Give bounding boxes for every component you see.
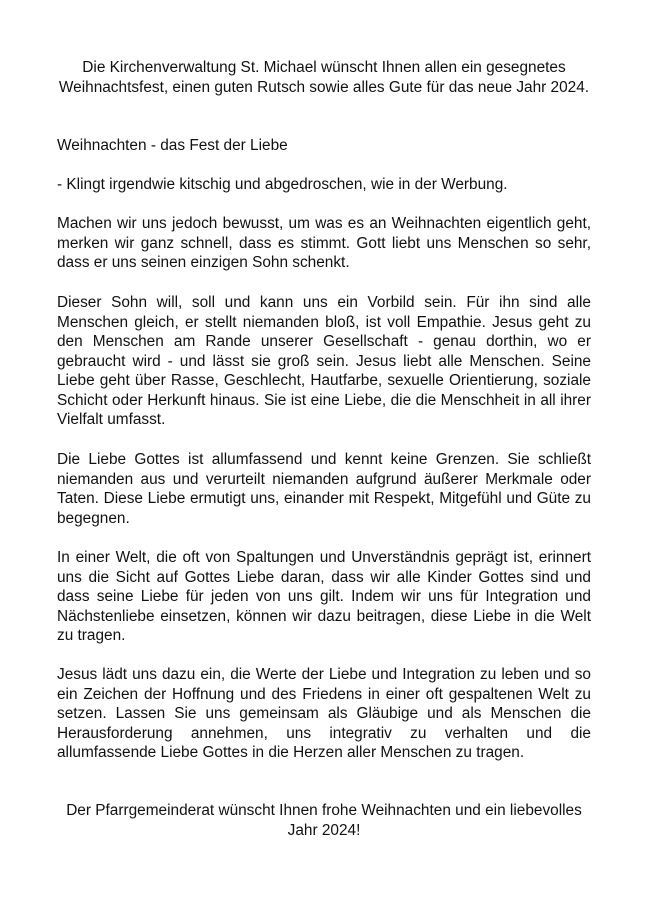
- parish-council-closing-greeting: Der Pfarrgemeinderat wünscht Ihnen frohe Weihnachten und ein liebevolles Jahr 2024!: [66, 802, 582, 839]
- letter-heading: Weihnachten - das Fest der Liebe: [57, 137, 288, 154]
- body-paragraph-love-of-god: Machen wir uns jedoch bewusst, um was es an Weihnachten eigentlich geht, merken wir ganz schnell, dass es stimmt. Gott liebt uns Menschen so sehr, dass er uns seinen einzigen Sohn schenkt.: [57, 215, 591, 271]
- parish-administration-greeting: Die Kirchenverwaltung St. Michael wünscht Ihnen allen ein gesegnetes Weihnachtsfest, einen guten Rutsch sowie alles Gute für das neue Jahr 2024.: [58, 59, 590, 96]
- body-paragraph-boundless-love: Die Liebe Gottes ist allumfassend und kennt keine Grenzen. Sie schließt niemanden aus und verurteilt niemanden aufgrund äußerer Merkmale oder Taten. Diese Liebe ermutigt uns, einander mit Respekt, Mitgefühl und Güte zu begegnen.: [57, 451, 591, 527]
- body-paragraph-integration: In einer Welt, die oft von Spaltungen und Unverständnis geprägt ist, erinnert uns die Sicht auf Gottes Liebe daran, dass wir alle Kinder Gottes sind und dass seine Liebe für jeden von uns gilt. Indem wir uns für Integration und Nächstenliebe einsetzen, können wir dazu beitragen, diese Liebe in die Welt zu tragen.: [57, 549, 591, 644]
- opening-remark: - Klingt irgendwie kitschig und abgedroschen, wie in der Werbung.: [57, 176, 508, 193]
- body-paragraph-invitation: Jesus lädt uns dazu ein, die Werte der Liebe und Integration zu leben und so ein Zeichen der Hoffnung und des Friedens in einer oft gespaltenen Welt zu setzen. Lassen Sie uns gemeinsam als Gläubige und als Menschen die Herausforderung annehmen, uns integrativ zu verhalten und die allumfassende Liebe Gottes in die Herzen aller Menschen zu tragen.: [57, 666, 591, 761]
- body-paragraph-jesus-example: Dieser Sohn will, soll und kann uns ein Vorbild sein. Für ihn sind alle Menschen gleich, er stellt niemanden bloß, ist voll Empathie. Jesus geht zu den Menschen am Rande unserer Gesellschaft - genau dorthin, wo er gebraucht wird - und lässt sie groß sein. Jesus liebt alle Menschen. Seine Liebe geht über Rasse, Geschlecht, Hautfarbe, sexuelle Orientierung, soziale Schicht oder Herkunft hinaus. Sie ist eine Liebe, die die Menschheit in all ihrer Vielfalt umfasst.: [57, 294, 591, 428]
